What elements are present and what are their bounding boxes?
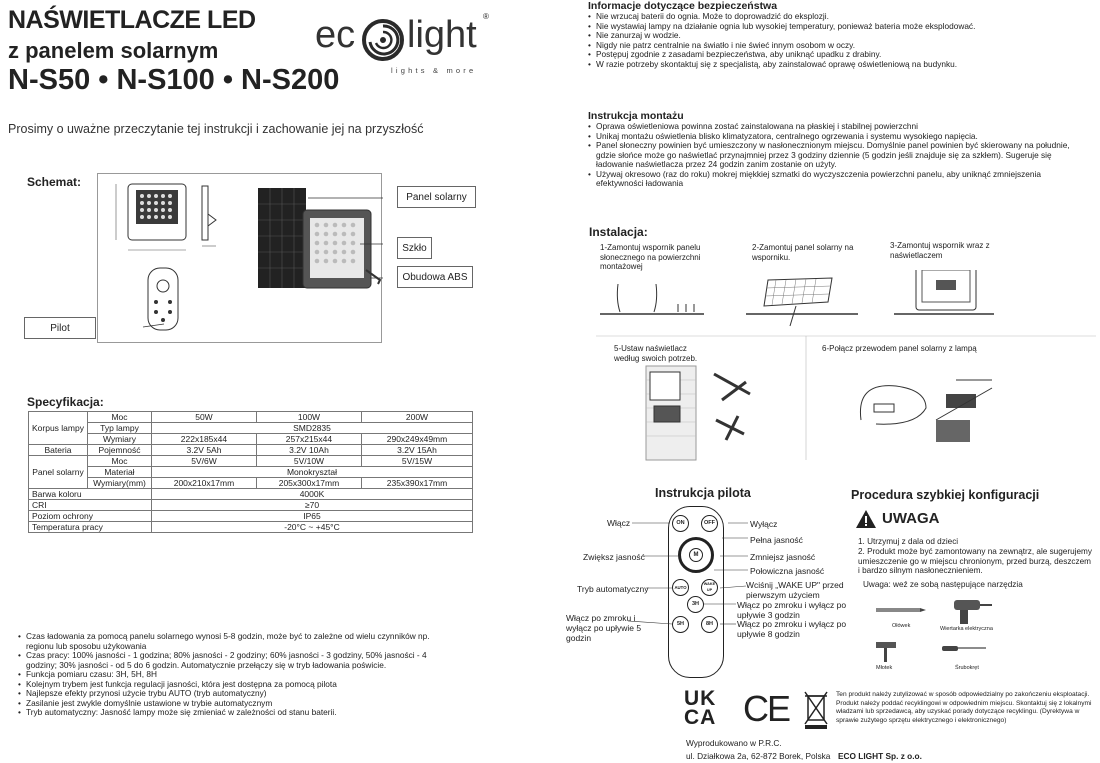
- tools-drawing: [870, 596, 1010, 676]
- 3h-button[interactable]: 3H: [687, 596, 704, 613]
- spec-label: Materiał: [87, 467, 151, 478]
- spec-label: CRI: [29, 500, 152, 511]
- table-row: [29, 445, 473, 456]
- spec-cell: 5V/6W: [151, 456, 256, 467]
- company: ECO LIGHT Sp. z o.o.: [838, 751, 922, 761]
- list-item: • Nie wrzucaj baterii do ognia. Może to doprowadzić do eksplozji.: [588, 12, 1088, 22]
- notes-list: [18, 632, 458, 718]
- ukca-mark: [684, 689, 716, 727]
- list-item: • Nigdy nie patrz centralnie na światło i nie świeć innym osobom w oczy.: [588, 41, 1088, 51]
- table-row: [29, 522, 473, 533]
- remote-label-full: Pełna jasność: [750, 535, 803, 545]
- remote-label-half: Połowiczna jasność: [750, 566, 825, 576]
- label-housing: Obudowa ABS: [397, 266, 473, 288]
- list-item: • Unikaj montażu oświetlenia blisko klimatyzatora, centralnego ogrzewania i systemu wysokiego napięcia.: [588, 132, 1088, 142]
- spec-group: Korpus lampy: [29, 412, 88, 445]
- spec-cell: 3.2V 10Ah: [256, 445, 361, 456]
- list-item: • Czas pracy: 100% jasności - 1 godzina; 80% jasności - 2 godziny; 60% jasności - 3 godziny, 50% jasności - 4 godziny; 30% jasności - od 5 do 6 godzin. Automatycznie przełączy się w tryb ładowania poświcie.: [18, 651, 458, 670]
- logo-light: light: [407, 14, 477, 56]
- address: ul. Działkowa 2a, 62-872 Borek, Polska: [686, 751, 831, 761]
- tool-screwdriver: Śrubokręt: [955, 665, 979, 671]
- tool-drill: Wiertarka elektryczna: [940, 626, 993, 632]
- spec-label: Temperatura pracy: [29, 522, 152, 533]
- quick-heading: Procedura szybkiej konfiguracji: [851, 488, 1040, 502]
- title-line1: NAŚWIETLACZE LED: [8, 6, 256, 34]
- spec-cell: 200x210x17mm: [151, 478, 256, 489]
- logo-registered: ®: [483, 12, 489, 21]
- list-item: • Funkcja pomiaru czasu: 3H, 5H, 8H: [18, 670, 458, 680]
- on-button[interactable]: ON: [672, 515, 689, 532]
- remote-label-wake: Wciśnij „WAKE UP" przed pierwszym użyciem: [746, 580, 844, 600]
- table-row: [29, 423, 473, 434]
- auto-button[interactable]: AUTO: [672, 579, 689, 596]
- spec-cell: 3.2V 5Ah: [151, 445, 256, 456]
- table-row: [29, 489, 473, 500]
- tool-hammer: Młotek: [876, 665, 893, 671]
- spec-cell: SMD2835: [151, 423, 472, 434]
- table-row: [29, 500, 473, 511]
- 8h-button[interactable]: 8H: [701, 616, 718, 633]
- schematic-drawing: [98, 174, 383, 344]
- spec-cell: 205x300x17mm: [256, 478, 361, 489]
- spec-table: [28, 411, 473, 533]
- list-item: • Kolejnym trybem jest funkcja regulacji jasności, która jest dostępna za pomocą pilota: [18, 680, 458, 690]
- label-glass: Szkło: [397, 237, 432, 259]
- install-step-5: 5-Ustaw naświetlacz według swoich potrzeb.: [614, 344, 698, 363]
- spec-label: Moc: [87, 456, 151, 467]
- warning-label: UWAGA: [882, 510, 940, 527]
- list-item: • Czas ładowania za pomocą panelu solarnego wynosi 5-8 godzin, może być to zależne od wielu czynników np. regionu lub sposobu użykowania: [18, 632, 458, 651]
- spec-cell: 5V/15W: [361, 456, 472, 467]
- schematic-heading: Schemat:: [27, 175, 82, 189]
- spec-group: Bateria: [29, 445, 88, 456]
- ecolight-logo: [315, 8, 495, 78]
- list-item: • Panel słoneczny powinien być umieszczony w nasłonecznionym miejscu. Domyślnie panel powinien być skierowany na południe, gdzie słońce może go naświetlać przynajmniej przez 3 godziny dziennie (5 godzin jeśli znajduje się za szkłem). Sugeruje się ładowanie naświetlacza przez 24 godzin zanim zostanie on użyty.: [588, 141, 1088, 170]
- list-item: • Oprawa oświetleniowa powinna zostać zainstalowana na płaskiej i stabilnej powierzchni: [588, 122, 1088, 132]
- spec-label: Pojemność: [87, 445, 151, 456]
- spec-cell: 200W: [361, 412, 472, 423]
- quick-item-2: 2. Produkt może być zamontowany na zewnątrz, ale sugerujemy umieszczenie go w miejscu chronionym, przed burzą, deszczem i bardzo silnym nasłonecznieniem.: [858, 547, 1092, 575]
- title-models: N-S50 • N-S100 • N-S200: [8, 64, 340, 96]
- remote-label-8h: Włącz po zmroku i wyłącz po upływie 8 godzin: [737, 619, 847, 639]
- remote-heading: Instrukcja pilota: [655, 486, 751, 500]
- remote-label-auto: Tryb automatyczny: [577, 584, 649, 594]
- spec-cell: 3.2V 15Ah: [361, 445, 472, 456]
- list-item: • Zasilanie jest zwykle domyślnie ustawione w trybie automatycznym: [18, 699, 458, 709]
- spec-cell: 235x390x17mm: [361, 478, 472, 489]
- made-in: Wyprodukowano w P.R.C.: [686, 738, 782, 748]
- spec-cell: 50W: [151, 412, 256, 423]
- schematic-frame: [97, 173, 382, 343]
- remote-label-brighter: Zwiększ jasność: [583, 552, 645, 562]
- spec-cell: -20°C ~ +45°C: [151, 522, 472, 533]
- spec-group: Panel solarny: [29, 456, 88, 489]
- table-row: [29, 412, 473, 423]
- off-button[interactable]: OFF: [701, 515, 718, 532]
- installation-drawings: [596, 270, 1096, 480]
- spec-cell: 257x215x44: [256, 434, 361, 445]
- table-row: [29, 478, 473, 489]
- spec-heading: Specyfikacja:: [27, 395, 104, 409]
- spec-label: Poziom ochrony: [29, 511, 152, 522]
- warning-triangle-icon: [855, 509, 877, 529]
- table-row: [29, 456, 473, 467]
- ce-mark: CE: [743, 688, 790, 729]
- spec-cell: 290x249x49mm: [361, 434, 472, 445]
- remote-label-dimmer: Zmniejsz jasność: [750, 552, 816, 562]
- install-step-2: 2-Zamontuj panel solarny na wsporniku.: [752, 243, 854, 262]
- label-solar-panel: Panel solarny: [397, 186, 476, 208]
- quick-item-1: 1. Utrzymuj z dala od dzieci: [858, 537, 959, 546]
- list-item: • Używaj okresowo (raz do roku) mokrej miękkiej szmatki do wyczyszczenia powierzchni panelu, aby uniknąć zmniejszenia efektywności ładowania: [588, 170, 1088, 189]
- spec-label: Barwa koloru: [29, 489, 152, 500]
- spec-cell: 100W: [256, 412, 361, 423]
- tools-note: Uwaga: weź ze sobą następujące narzędzia: [863, 580, 1023, 589]
- remote-label-3h: Włącz po zmroku i wyłącz po upływie 3 godzin: [737, 600, 847, 620]
- disposal-text: Ten produkt należy zutylizować w sposób odpowiedzialny po zakończeniu eksploatacji. Produkt należy poddać recyklingowi w odpowiednim miejscu. Skontaktuj się z lokalnymi władzami lub sprzedawcą, aby uzyskać porady dotyczące recyklingu. (Dyrektywa w sprawie zużytego sprzętu elektrycznego i elektronicznego): [836, 691, 1092, 724]
- tool-pencil: Ołówek: [892, 623, 911, 629]
- ukca-line1: UK: [684, 687, 717, 710]
- install-step-3: 3-Zamontuj wspornik wraz z naświetlaczem: [890, 241, 990, 260]
- spec-label: Wymiary: [87, 434, 151, 445]
- list-item: • Nie wystawiaj lampy na działanie ognia lub wysokiej temperatury, ponieważ bateria może eksplodować.: [588, 22, 1088, 32]
- install-heading: Instalacja:: [589, 225, 648, 239]
- list-item: • Postępuj zgodnie z zasadami bezpieczeństwa, aby uniknąć upadku z drabiny.: [588, 50, 1088, 60]
- install-step-1: 1-Zamontuj wspornik panelu słonecznego na powierzchni montażowej: [600, 243, 701, 271]
- intro-text: Prosimy o uważne przeczytanie tej instrukcji i zachowanie jej na przyszłość: [8, 122, 424, 136]
- list-item: • W razie potrzeby skontaktuj się z specjalistą, aby zainstalować oprawę oświetleniową na budynku.: [588, 60, 1088, 70]
- spec-label: Wymiary(mm): [87, 478, 151, 489]
- remote-label-off: Wyłącz: [750, 519, 778, 529]
- spec-cell: 222x185x44: [151, 434, 256, 445]
- 5h-button[interactable]: 5H: [672, 616, 689, 633]
- safety-heading: Informacje dotyczące bezpieczeństwa: [588, 0, 778, 12]
- logo-swirl-icon: [361, 18, 405, 62]
- title-line2: z panelem solarnym: [8, 38, 219, 63]
- list-item: • Tryb automatyczny: Jasność lampy może się zmieniać w zależności od stanu baterii.: [18, 708, 458, 718]
- install-step-6: 6-Połącz przewodem panel solarny z lampą: [822, 344, 977, 353]
- mounting-list: [588, 122, 1088, 189]
- remote-label-5h: Włącz po zmroku i wyłącz po upływie 5 godzin: [566, 613, 642, 643]
- logo-ec: ec: [315, 14, 356, 56]
- remote-label-on: Włącz: [607, 518, 631, 528]
- spec-cell: 4000K: [151, 489, 472, 500]
- table-row: [29, 467, 473, 478]
- table-row: [29, 434, 473, 445]
- spec-cell: 5V/10W: [256, 456, 361, 467]
- mounting-heading: Instrukcja montażu: [588, 110, 684, 122]
- weee-bin-icon: [803, 690, 829, 730]
- ukca-line2: CA: [684, 706, 717, 729]
- m-button[interactable]: M: [689, 548, 703, 562]
- spec-label: Typ lampy: [87, 423, 151, 434]
- logo-tagline: lights & more: [391, 66, 477, 75]
- spec-label: Moc: [87, 412, 151, 423]
- spec-cell: Monokryształ: [151, 467, 472, 478]
- spec-cell: IP65: [151, 511, 472, 522]
- spec-cell: ≥70: [151, 500, 472, 511]
- table-row: [29, 511, 473, 522]
- list-item: • Nie zanurzaj w wodzie.: [588, 31, 1088, 41]
- wake-up-button[interactable]: WAKE UP: [701, 579, 718, 596]
- safety-list: [588, 12, 1088, 69]
- label-remote: Pilot: [24, 317, 96, 339]
- list-item: • Najlepsze efekty przynosi użycie trybu AUTO (tryb automatyczny): [18, 689, 458, 699]
